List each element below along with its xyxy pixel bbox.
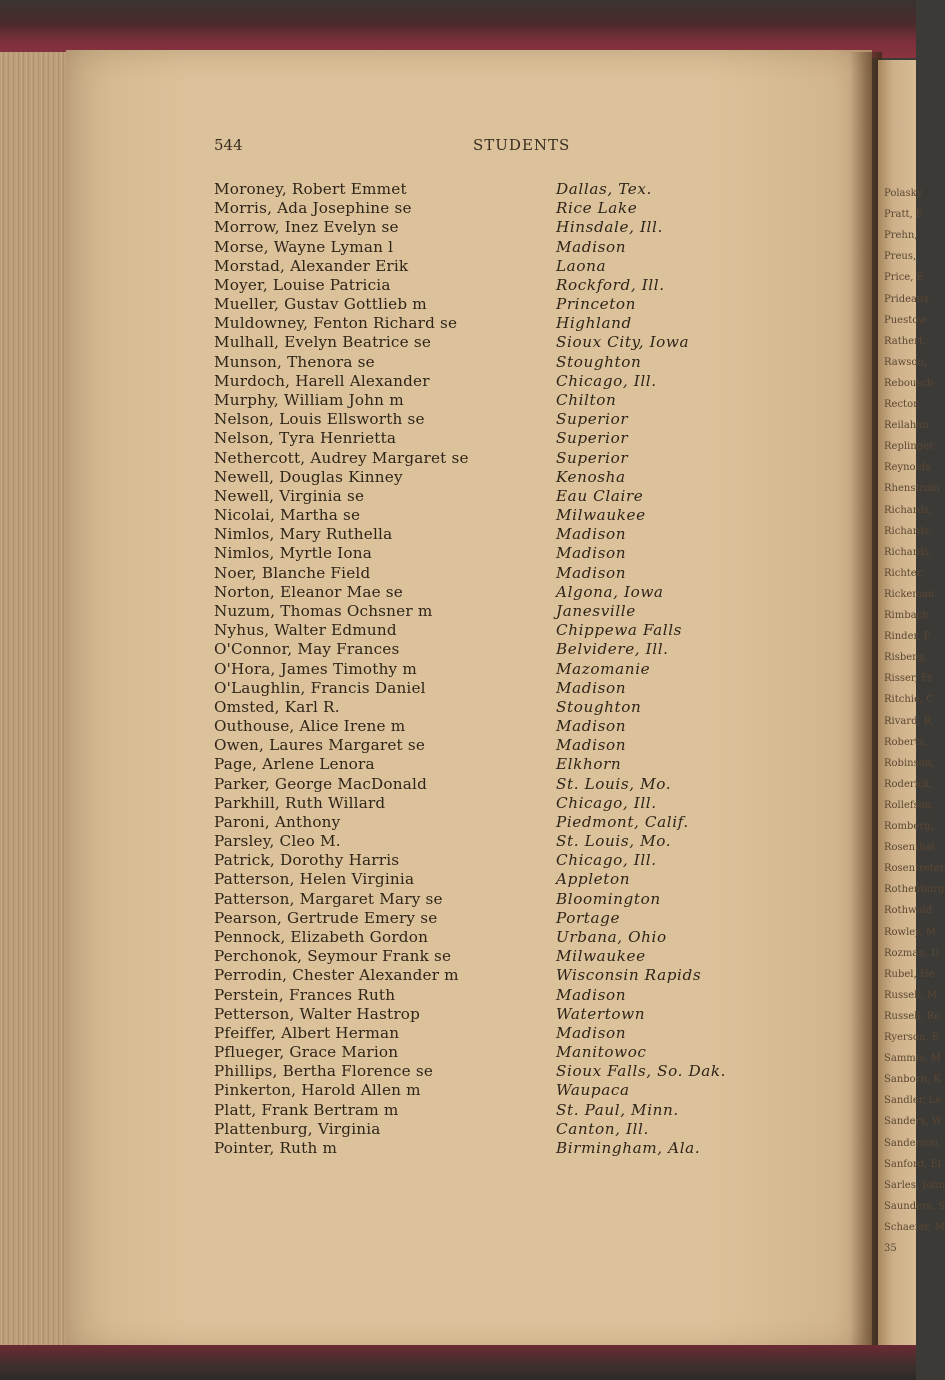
student-name: Morse, Wayne Lyman l (214, 237, 394, 256)
student-hometown: Sioux Falls, So. Dak. (556, 1062, 727, 1081)
student-hometown: Milwaukee (556, 506, 646, 525)
facing-page-text-fragment: Roberts, (884, 736, 927, 748)
student-name: Parkhill, Ruth Willard (214, 793, 386, 812)
student-hometown: Chicago, Ill. (556, 851, 657, 870)
student-hometown: Canton, Ill. (556, 1119, 649, 1138)
facing-page-text-fragment: Rebousch (884, 377, 934, 389)
student-name: Omsted, Karl R. (214, 697, 340, 716)
facing-page-text-fragment: Rawson, (884, 356, 928, 368)
student-name: Outhouse, Alice Irene m (214, 717, 406, 736)
student-entry (0, 391, 916, 410)
student-name: O'Connor, May Frances (214, 640, 400, 659)
student-name: Pearson, Gertrude Emery se (214, 908, 438, 927)
facing-page-text-fragment: Risberg, (884, 652, 927, 664)
student-name: Parker, George MacDonald (214, 774, 427, 793)
facing-page-text-fragment: Rosentreter (884, 863, 945, 875)
student-name: Nimlos, Mary Ruthella (214, 525, 393, 544)
facing-page-text-fragment: Saunders, S (884, 1200, 945, 1212)
student-entry (0, 660, 916, 679)
facing-page-text-fragment: Sanders, W (884, 1116, 943, 1128)
student-name: Page, Arlene Lenora (214, 755, 375, 774)
student-entry (0, 851, 916, 870)
student-hometown: Urbana, Ohio (556, 928, 667, 947)
student-entry (0, 449, 916, 468)
facing-page-text-fragment: Replinger (884, 441, 934, 453)
facing-page-text-fragment: Puestow (884, 314, 927, 326)
facing-page-text-fragment: Sandler, Le (884, 1095, 942, 1107)
student-hometown: Milwaukee (556, 947, 646, 966)
facing-page-text-fragment: Sanford, El (884, 1158, 942, 1170)
student-name: Pflueger, Grace Marion (214, 1043, 399, 1062)
student-hometown: Chicago, Ill. (556, 371, 657, 390)
student-hometown: Waupaca (556, 1081, 630, 1100)
student-name: Nelson, Tyra Henrietta (214, 429, 397, 448)
student-hometown: Chicago, Ill. (556, 793, 657, 812)
student-hometown: Madison (556, 736, 627, 755)
student-hometown: Dallas, Tex. (556, 180, 652, 198)
facing-page-text-fragment: Reilahan (884, 420, 929, 432)
facing-page-text-fragment: Sanderson, (884, 1137, 942, 1149)
student-entry (0, 640, 916, 659)
student-name: Mulhall, Evelyn Beatrice se (214, 333, 432, 352)
student-hometown: Stoughton (556, 697, 642, 716)
facing-page-text-fragment: Rinder, F (884, 631, 931, 643)
student-name: Perrodin, Chester Alexander m (214, 966, 459, 985)
student-entry (0, 947, 916, 966)
student-name: Nuzum, Thomas Ochsner m (214, 601, 433, 620)
student-name: Paroni, Anthony (214, 812, 341, 831)
facing-page-text-fragment: Pratt, F (884, 209, 923, 221)
facing-page-text-fragment: Rowley, M (884, 926, 937, 938)
facing-page-text-fragment: Richards, (884, 546, 933, 558)
student-hometown: St. Louis, Mo. (556, 832, 672, 851)
student-name: Moyer, Louise Patricia (214, 275, 391, 294)
student-hometown: Hinsdale, Ill. (556, 218, 663, 237)
student-hometown: Bloomington (556, 889, 661, 908)
student-hometown: Janesville (556, 601, 636, 620)
student-name: Perstein, Frances Ruth (214, 985, 396, 1004)
facing-page-text-fragment: Richter, (884, 567, 924, 579)
student-entry (0, 180, 916, 199)
student-entry (0, 544, 916, 563)
facing-page-text-fragment: Sammis, M (884, 1053, 941, 1065)
student-entry (0, 1101, 916, 1120)
student-entry (0, 813, 916, 832)
student-hometown: Madison (556, 678, 627, 697)
student-entry (0, 717, 916, 736)
student-name: O'Laughlin, Francis Daniel (214, 678, 426, 697)
student-hometown: Madison (556, 525, 627, 544)
student-name: Petterson, Walter Hastrop (214, 1004, 421, 1023)
student-entry (0, 506, 916, 525)
student-name: Perchonok, Seymour Frank se (214, 947, 452, 966)
student-name: Morstad, Alexander Erik (214, 256, 409, 275)
student-name: Nelson, Louis Ellsworth se (214, 410, 425, 429)
student-hometown: Eau Claire (556, 486, 644, 505)
student-entry (0, 698, 916, 717)
page-number: 544 (214, 136, 243, 154)
student-entry (0, 602, 916, 621)
student-entry (0, 564, 916, 583)
student-name: Platt, Frank Bertram m (214, 1100, 399, 1119)
student-hometown: Stoughton (556, 352, 642, 371)
student-entry (0, 679, 916, 698)
facing-page-text-fragment: Sarles, John (884, 1179, 945, 1191)
student-hometown: Princeton (556, 295, 637, 314)
student-hometown: Piedmont, Calif. (556, 812, 689, 831)
facing-page-text-fragment: 35 (884, 1243, 897, 1254)
facing-page-text-fragment: Schaefer, M (884, 1221, 945, 1233)
student-name: Newell, Douglas Kinney (214, 467, 403, 486)
student-hometown: Madison (556, 563, 627, 582)
facing-page-text-fragment: Rothwald (884, 905, 933, 917)
facing-page-text-fragment: Richards, (884, 525, 933, 537)
student-entry (0, 1120, 916, 1139)
student-hometown: Madison (556, 544, 627, 563)
student-hometown: Belvidere, Ill. (556, 640, 669, 659)
student-entry (0, 832, 916, 851)
student-hometown: Madison (556, 985, 627, 1004)
student-name: Newell, Virginia se (214, 486, 365, 505)
facing-page-text-fragment: Rimbach (884, 610, 929, 621)
student-hometown: Superior (556, 448, 629, 467)
student-hometown: Kenosha (556, 467, 626, 486)
student-entry (0, 928, 916, 947)
student-hometown: Portage (556, 908, 621, 927)
student-name: Murdoch, Harell Alexander (214, 371, 430, 390)
student-hometown: Mazomanie (556, 659, 651, 678)
student-entry (0, 218, 916, 237)
student-entry (0, 276, 916, 295)
student-name: Nethercott, Audrey Margaret se (214, 448, 469, 467)
student-hometown: Madison (556, 237, 627, 256)
running-head: STUDENTS (473, 136, 571, 154)
facing-page-text-fragment: Rosenthal (884, 842, 935, 854)
student-hometown: Sioux City, Iowa (556, 333, 690, 352)
student-name: Morris, Ada Josephine se (214, 199, 412, 218)
student-hometown: Rockford, Ill. (556, 275, 665, 294)
facing-page-text-fragment: Rivard, R (884, 715, 932, 727)
student-entry (0, 1062, 916, 1081)
facing-page-text-fragment: Ryerson, E (884, 1032, 939, 1043)
facing-page-text-fragment: Ritchie, C (884, 694, 934, 706)
student-name: Moroney, Robert Emmet (214, 180, 407, 198)
student-name: Nimlos, Myrtle Iona (214, 544, 372, 563)
facing-page-text-fragment: Rathert, (884, 335, 927, 347)
student-name: Phillips, Bertha Florence se (214, 1062, 434, 1081)
student-name: Noer, Blanche Field (214, 563, 371, 582)
student-entry (0, 736, 916, 755)
student-name: Morrow, Inez Evelyn se (214, 218, 399, 237)
facing-page-text-fragment: Rhenstrom (884, 483, 940, 495)
student-name: Mueller, Gustav Gottlieb m (214, 295, 427, 314)
student-entry (0, 794, 916, 813)
facing-page-text-fragment: Russell, Ro (884, 1010, 941, 1022)
book-cover-bottom-edge (0, 1345, 916, 1380)
student-entry (0, 1043, 916, 1062)
student-hometown: Chilton (556, 390, 617, 409)
student-name: Patrick, Dorothy Harris (214, 851, 400, 870)
student-name: Pinkerton, Harold Allen m (214, 1081, 421, 1100)
student-hometown: Laona (556, 256, 607, 275)
facing-page-text-fragment: Sanborn, K (884, 1074, 941, 1086)
student-entry (0, 429, 916, 448)
student-hometown: Rice Lake (556, 199, 638, 218)
student-entry (0, 525, 916, 544)
student-entry (0, 487, 916, 506)
student-entry (0, 199, 916, 218)
student-entry (0, 295, 916, 314)
facing-page-text-fragment: Polasky (884, 188, 923, 199)
student-name: Patterson, Margaret Mary se (214, 889, 443, 908)
facing-page-text-fragment: Robinson, (884, 757, 935, 769)
student-entry (0, 410, 916, 429)
facing-page-text-fragment: Risser, Fr (884, 673, 933, 685)
facing-page-text-fragment: Rothenburg (884, 884, 945, 896)
facing-page-text-fragment: Romberg, (884, 821, 934, 832)
student-hometown: Elkhorn (556, 755, 622, 774)
student-entry (0, 909, 916, 928)
student-hometown: Appleton (556, 870, 631, 889)
student-entry (0, 775, 916, 794)
student-entry (0, 986, 916, 1005)
facing-page-text-fragment: Russell, M (884, 989, 938, 1001)
facing-page-text-fragment: Roderick, (884, 778, 933, 790)
facing-page-text-fragment: Prideaux (884, 293, 930, 305)
student-name: O'Hora, James Timothy m (214, 659, 417, 678)
student-name: Patterson, Helen Virginia (214, 870, 415, 889)
student-name: Nyhus, Walter Edmund (214, 621, 397, 640)
student-entry (0, 1139, 916, 1158)
student-entry (0, 890, 916, 909)
student-entry (0, 314, 916, 333)
student-name: Owen, Laures Margaret se (214, 736, 426, 755)
student-hometown: Madison (556, 1023, 627, 1042)
student-name: Murphy, William John m (214, 390, 404, 409)
facing-page-text-fragment: Rozman, D (884, 947, 940, 959)
student-hometown: Madison (556, 717, 627, 736)
facing-page-text-fragment: Rollefson, (884, 799, 935, 811)
student-hometown: Watertown (556, 1004, 646, 1023)
student-name: Norton, Eleanor Mae se (214, 582, 403, 601)
facing-page-text-fragment: Price, E (884, 272, 924, 284)
facing-page-text-fragment: Rickeman (884, 588, 935, 600)
student-hometown: Highland (556, 314, 632, 333)
student-name: Plattenburg, Virginia (214, 1119, 381, 1138)
facing-page-text-fragment: Rubel, He (884, 968, 935, 980)
student-entry (0, 1081, 916, 1100)
student-hometown: Chippewa Falls (556, 621, 683, 640)
student-name: Munson, Thenora se (214, 352, 375, 371)
student-hometown: St. Louis, Mo. (556, 774, 672, 793)
student-name: Pointer, Ruth m (214, 1139, 338, 1157)
student-name: Parsley, Cleo M. (214, 832, 341, 851)
student-hometown: St. Paul, Minn. (556, 1100, 679, 1119)
facing-page-text-fragment: Reynolds (884, 462, 931, 474)
student-entry (0, 755, 916, 774)
student-entry (0, 966, 916, 985)
student-name: Muldowney, Fenton Richard se (214, 314, 458, 333)
student-entry (0, 238, 916, 257)
student-entry (0, 870, 916, 889)
student-hometown: Manitowoc (556, 1043, 647, 1062)
student-entry (0, 1005, 916, 1024)
student-hometown: Superior (556, 410, 629, 429)
student-entry (0, 257, 916, 276)
student-entry (0, 621, 916, 640)
facing-page-text-fragment: Prehn, (884, 230, 918, 242)
student-hometown: Birmingham, Ala. (556, 1139, 701, 1157)
student-hometown: Superior (556, 429, 629, 448)
student-hometown: Wisconsin Rapids (556, 966, 702, 985)
student-entry (0, 1024, 916, 1043)
facing-page-text-fragment: Rector, (884, 399, 920, 410)
facing-page-text-fragment: Richards, (884, 504, 933, 516)
student-entry (0, 372, 916, 391)
student-name: Pfeiffer, Albert Herman (214, 1023, 400, 1042)
student-hometown: Algona, Iowa (556, 582, 664, 601)
page-header (0, 136, 916, 156)
student-entry (0, 353, 916, 372)
facing-page-text-fragment: Preus, (884, 251, 917, 263)
student-entry (0, 583, 916, 602)
student-name: Pennock, Elizabeth Gordon (214, 928, 429, 947)
student-entry (0, 468, 916, 487)
student-entry (0, 333, 916, 352)
student-name: Nicolai, Martha se (214, 506, 361, 525)
